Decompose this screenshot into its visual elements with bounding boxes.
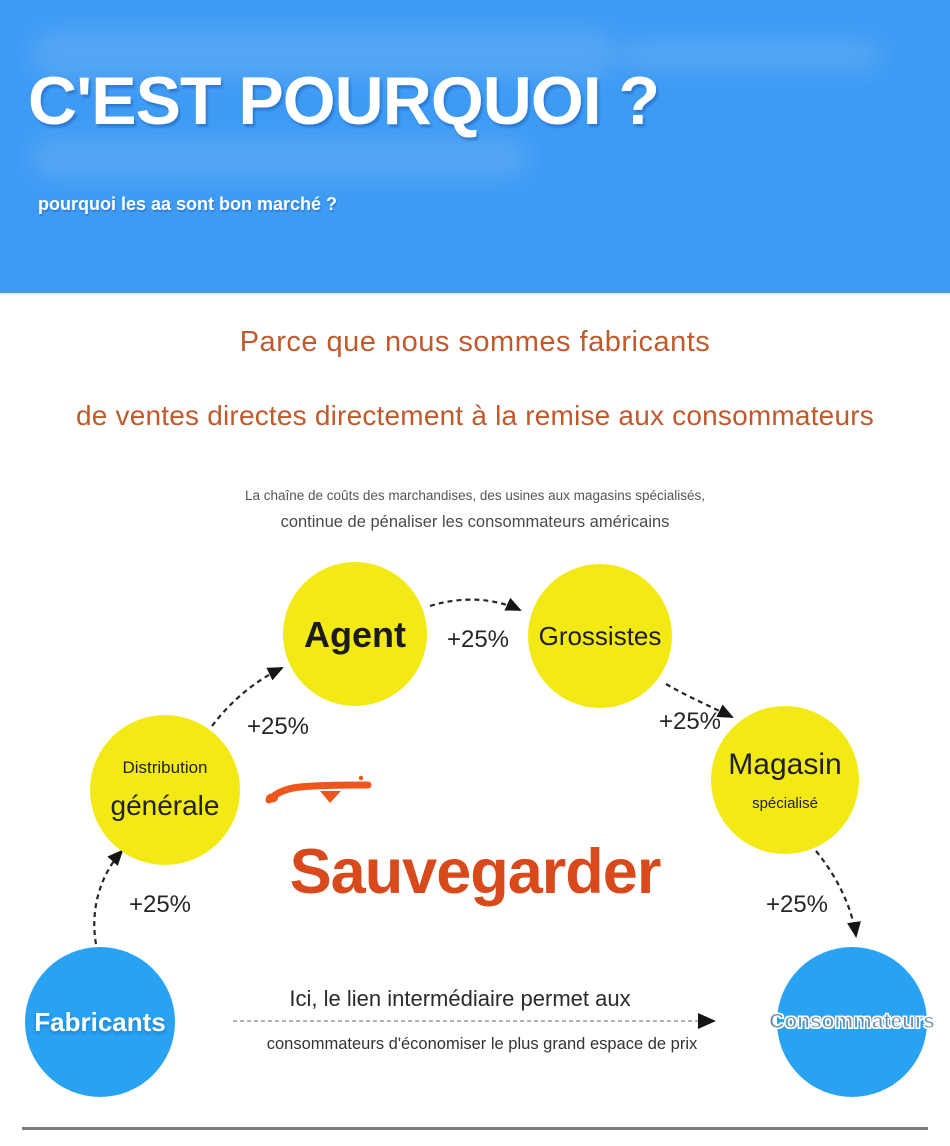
markup-label-grossistes-magasin: +25% — [658, 708, 722, 735]
banner-subtitle: pourquoi les aa sont bon marché ? — [38, 194, 338, 214]
node-label: Agent — [304, 613, 406, 655]
node-fabricants — [25, 947, 175, 1097]
node-label: Grossistes — [538, 620, 662, 651]
headline-line2: de ventes directes directement à la remise aux consommateurs — [76, 400, 874, 431]
footer-divider — [22, 1127, 928, 1130]
node-label: Consommateurs — [769, 1009, 935, 1033]
hero-banner — [0, 0, 950, 295]
node-label: Fabricants — [34, 1006, 166, 1037]
node-label: spécialisé — [752, 795, 818, 813]
markup-label-fabricants-distribution: +25% — [128, 891, 192, 918]
headline-line1: Parce que nous sommes fabricants — [239, 326, 711, 358]
node-label: Distribution — [122, 757, 208, 777]
node-grossistes — [528, 564, 672, 708]
chain-description-line2: continue de pénaliser les consommateurs américains — [280, 513, 670, 531]
banner-title: C'EST POURQUOI ? — [28, 63, 660, 139]
banner-smudge — [32, 138, 527, 178]
node-label: générale — [110, 790, 220, 822]
markup-label-distribution-agent: +25% — [246, 713, 310, 740]
chain-description-line1: La chaîne de coûts des marchandises, des usines aux magasins spécialisés, — [244, 488, 705, 503]
bottom-arrow-caption-bottom: consommateurs d'économiser le plus grand espace de prix — [266, 1035, 698, 1053]
node-agent — [283, 562, 427, 706]
savings-text: Sauvegarder — [289, 837, 661, 907]
markup-label-magasin-consommateurs: +25% — [765, 891, 829, 918]
node-consommateurs — [769, 947, 935, 1097]
node-label: Magasin — [728, 747, 842, 781]
bottom-arrow-caption-top: Ici, le lien intermédiaire permet aux — [289, 986, 631, 1011]
markup-label-agent-grossistes: +25% — [446, 626, 510, 653]
